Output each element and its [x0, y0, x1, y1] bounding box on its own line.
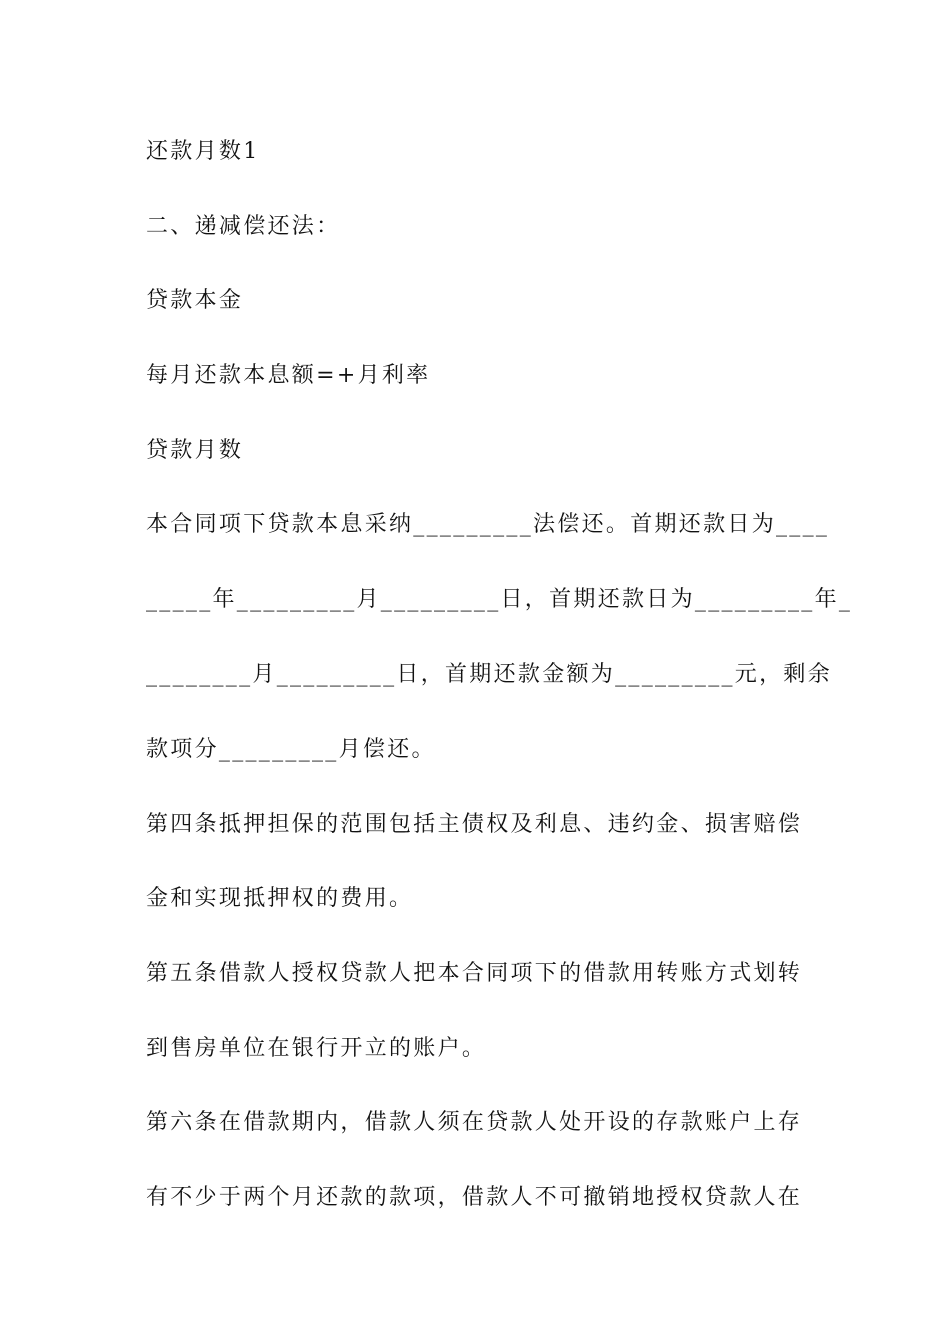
text-line-repayment-months: 还款月数1	[146, 139, 260, 164]
article-6-line: 有不少于两个月还款的款项，借款人不可撤销地授权贷款人在	[146, 1185, 803, 1210]
article-5-line: 第五条借款人授权贷款人把本合同项下的借款用转账方式划转	[146, 961, 803, 986]
text-line-loan-months: 贷款月数	[146, 438, 244, 463]
section-heading-decreasing-repayment: 二、递减偿还法：	[146, 214, 341, 239]
paragraph-line: ________月_________日，首期还款金额为_________元，剩余	[146, 662, 833, 687]
text-line-loan-principal: 贷款本金	[146, 288, 244, 313]
paragraph-line: 本合同项下贷款本息采纳_________法偿还。首期还款日为____	[146, 512, 830, 537]
paragraph-line: 款项分_________月偿还。	[146, 737, 436, 762]
article-5-line: 到售房单位在银行开立的账户。	[146, 1036, 487, 1061]
article-6-line: 第六条在借款期内，借款人须在贷款人处开设的存款账户上存	[146, 1110, 803, 1135]
text-line-monthly-payment-formula: 每月还款本息额=+月利率	[146, 363, 431, 388]
article-4-line: 第四条抵押担保的范围包括主债权及利息、违约金、损害赔偿	[146, 812, 803, 837]
paragraph-line: _____年_________月_________日，首期还款日为_________年_	[146, 587, 853, 612]
article-4-line: 金和实现抵押权的费用。	[146, 886, 414, 911]
